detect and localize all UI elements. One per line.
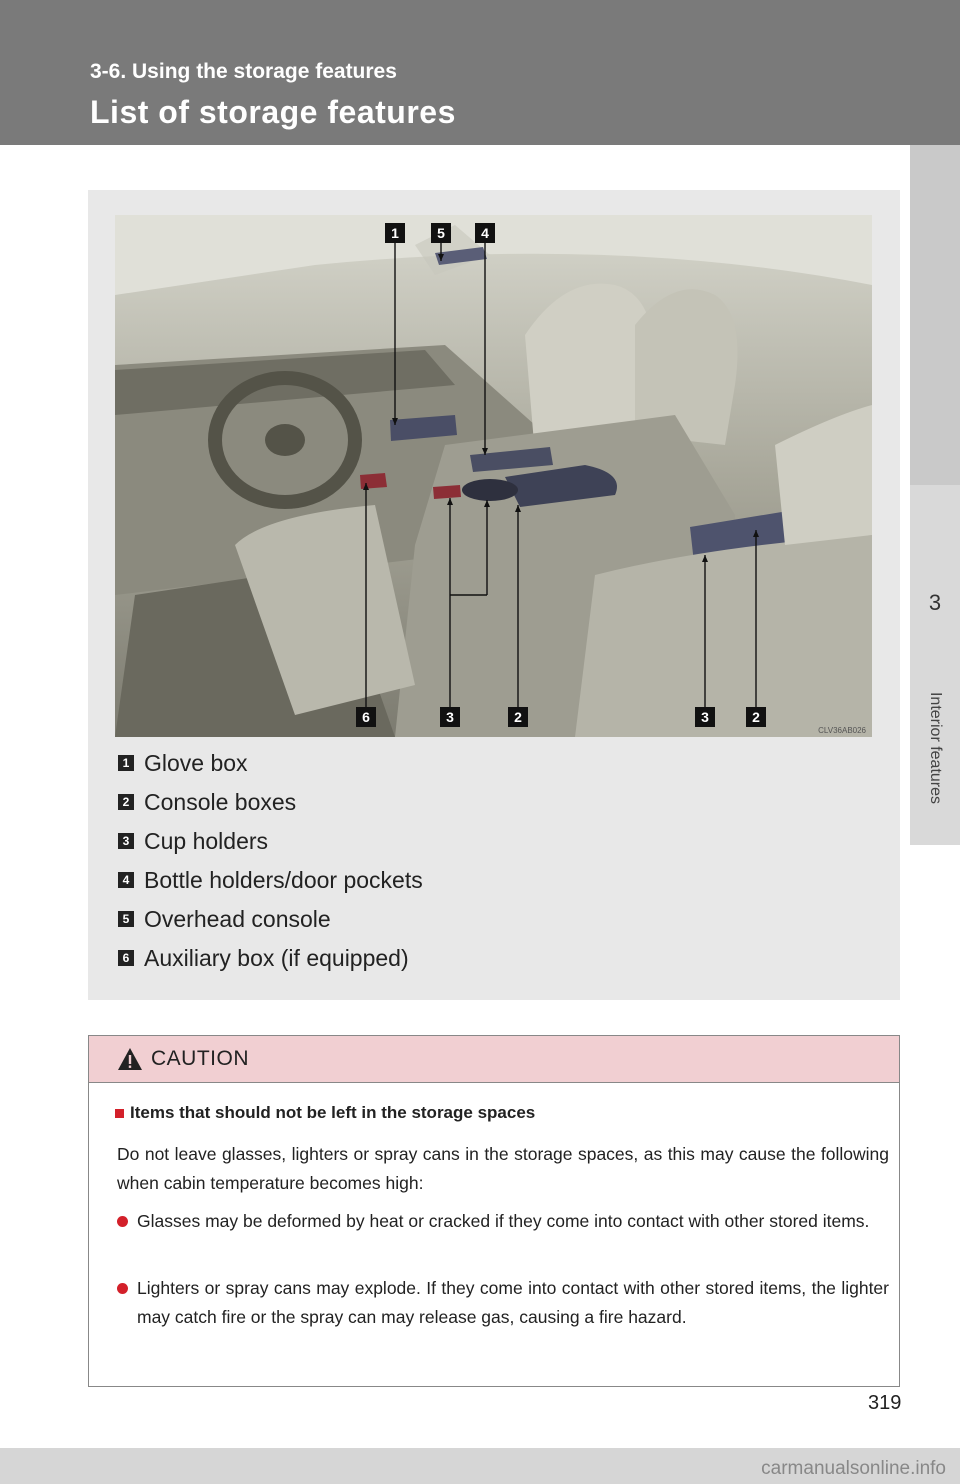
bullet-dot-icon — [117, 1216, 128, 1227]
chapter-number: 3 — [928, 590, 942, 615]
legend-number-6: 6 — [118, 950, 134, 966]
car-interior-illustration — [115, 215, 872, 737]
caution-bullet — [117, 1274, 889, 1332]
legend-label: Overhead console — [144, 905, 331, 932]
warning-icon — [117, 1047, 143, 1071]
callout-4 — [475, 223, 495, 243]
legend-item-overhead-console — [118, 902, 331, 936]
legend-number-1: 1 — [118, 755, 134, 771]
watermark: carmanualsonline.info — [761, 1458, 946, 1479]
callout-1 — [385, 223, 405, 243]
legend-item-bottle-holders — [118, 863, 423, 897]
page-title: List of storage features — [90, 94, 456, 130]
legend-item-cup-holders — [118, 824, 268, 858]
callout-5 — [431, 223, 451, 243]
callout-3-front — [440, 707, 460, 727]
callout-1-label: 1 — [391, 225, 399, 241]
callout-6-label: 6 — [362, 709, 370, 725]
page-number: 319 — [868, 1392, 902, 1414]
legend-label: Glove box — [144, 749, 248, 776]
callout-3-rear — [695, 707, 715, 727]
image-code: CLV36AB026 — [818, 726, 866, 735]
caution-title: CAUTION — [151, 1047, 249, 1070]
caution-bullet-text: Lighters or spray cans may explode. If they come into contact with other stored items, the lighter may catch fire or the spray can may release gas, causing a fire hazard. — [137, 1278, 889, 1327]
interior-photo — [115, 215, 872, 737]
callout-2-front — [508, 707, 528, 727]
legend-number-3: 3 — [118, 833, 134, 849]
bullet-dot-icon — [117, 1283, 128, 1294]
caution-bullet — [117, 1207, 889, 1236]
caution-bullet-text: Glasses may be deformed by heat or cracked if they come into contact with other stored items. — [137, 1211, 870, 1231]
legend-item-console-boxes — [118, 785, 296, 819]
square-bullet-icon — [115, 1109, 124, 1118]
callout-2-front-label: 2 — [514, 709, 522, 725]
caution-body: Do not leave glasses, lighters or spray cans in the storage spaces, as this may cause the following when cabin temperature becomes high: — [117, 1144, 889, 1193]
callout-2-rear-label: 2 — [752, 709, 760, 725]
legend-number-4: 4 — [118, 872, 134, 888]
callout-3-rear-label: 3 — [701, 709, 709, 725]
legend-label: Auxiliary box (if equipped) — [144, 944, 409, 971]
legend-item-auxiliary-box — [118, 941, 409, 975]
legend-label: Console boxes — [144, 788, 297, 815]
legend-number-2: 2 — [118, 794, 134, 810]
legend-number-5: 5 — [118, 911, 134, 927]
caution-subheading — [115, 1103, 535, 1123]
caution-subheading-text: Items that should not be left in the storage spaces — [130, 1103, 536, 1122]
callout-6 — [356, 707, 376, 727]
callout-4-label: 4 — [481, 225, 489, 241]
legend-label: Bottle holders/door pockets — [144, 866, 423, 893]
callout-5-label: 5 — [437, 225, 445, 241]
caution-box — [88, 1035, 900, 1387]
caution-header — [89, 1036, 899, 1083]
legend-item-glove-box — [118, 746, 248, 780]
side-tab-upper — [910, 145, 960, 485]
chapter-title: Interior features — [927, 691, 944, 805]
section-heading: 3-6. Using the storage features — [90, 60, 397, 83]
page-header — [0, 0, 960, 145]
callout-2-rear — [746, 707, 766, 727]
callout-3-front-label: 3 — [446, 709, 454, 725]
legend-label: Cup holders — [144, 827, 269, 854]
